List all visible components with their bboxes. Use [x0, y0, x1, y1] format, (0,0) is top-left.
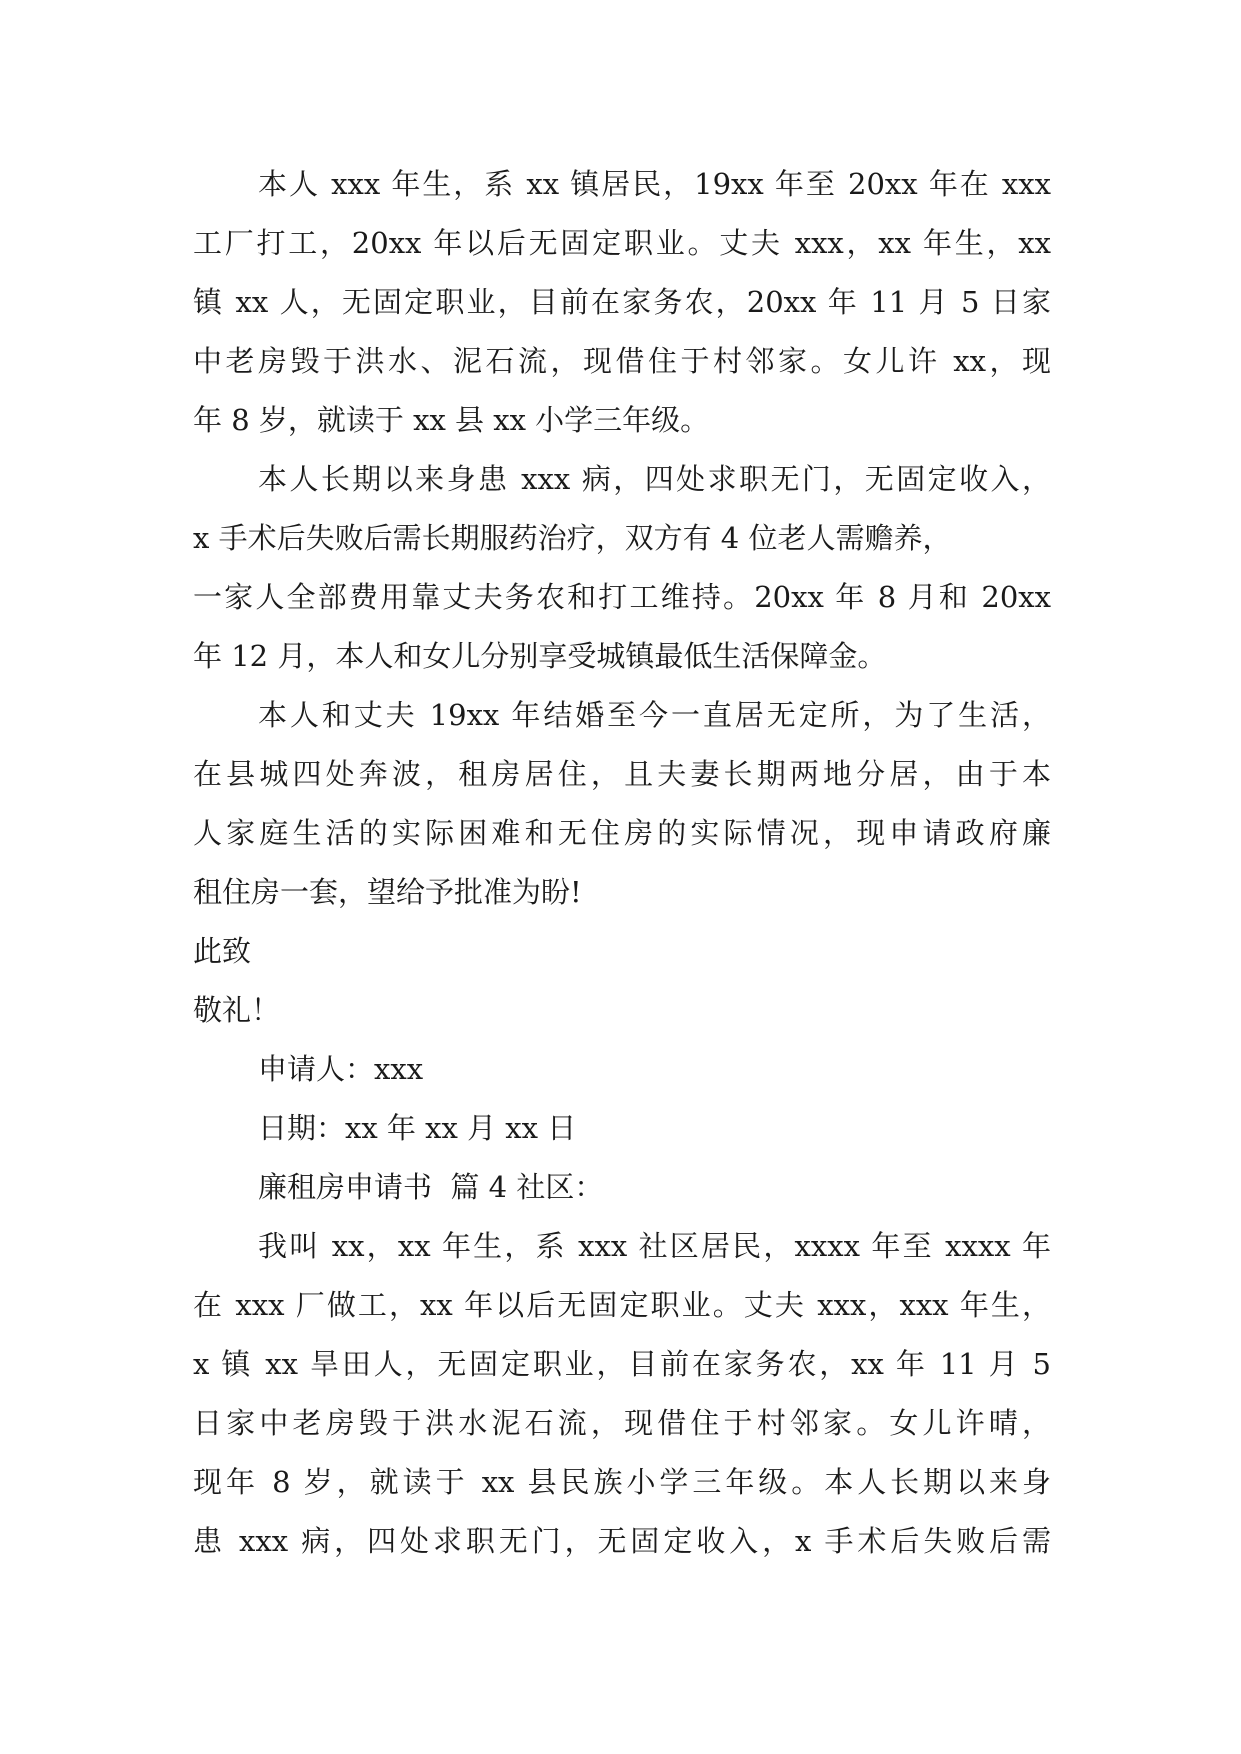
text-line: x 镇 xx 旱田人，无固定职业，目前在家务农，xx 年 11 月 5 [193, 1347, 1051, 1381]
paragraph-3 [193, 686, 1051, 922]
section-heading: 廉租房申请书 篇 4 社区： [258, 1170, 604, 1204]
paragraph-1 [193, 155, 1051, 450]
text-line: 患 xxx 病，四处求职无门，无固定收入，x 手术后失败后需 [193, 1524, 1051, 1558]
text-line: 现年 8 岁，就读于 xx 县民族小学三年级。本人长期以来身 [193, 1465, 1051, 1499]
closing [193, 922, 1051, 1040]
text-line: 租住房一套，望给予批准为盼! [193, 875, 582, 909]
text-line: 一家人全部费用靠丈夫务农和打工维持。20xx 年 8 月和 20xx [193, 580, 1051, 614]
text-line: 年 12 月，本人和女儿分别享受城镇最低生活保障金。 [193, 639, 887, 673]
text-line: 年 8 岁，就读于 xx 县 xx 小学三年级。 [193, 403, 710, 437]
text-line: 本人 xxx 年生，系 xx 镇居民，19xx 年至 20xx 年在 xxx [258, 167, 1051, 201]
applicant-line: 申请人：xxx [258, 1052, 424, 1086]
text-line: x 手术后失败后需长期服药治疗，双方有 4 位老人需赡养， [193, 521, 952, 555]
text-line: 日家中老房毁于洪水泥石流，现借住于村邻家。女儿许晴， [193, 1406, 1051, 1440]
signature-block [193, 1040, 1051, 1158]
closing-line: 敬礼！ [193, 993, 281, 1027]
text-line: 在 xxx 厂做工，xx 年以后无固定职业。丈夫 xxx，xxx 年生， [193, 1288, 1051, 1322]
document-body [193, 155, 1051, 1571]
text-line: 本人长期以来身患 xxx 病，四处求职无门，无固定收入， [258, 462, 1051, 496]
date-line: 日期：xx 年 xx 月 xx 日 [258, 1111, 577, 1145]
paragraph-4 [193, 1217, 1051, 1571]
text-line: 我叫 xx，xx 年生，系 xxx 社区居民，xxxx 年至 xxxx 年 [258, 1229, 1051, 1263]
paragraph-2 [193, 450, 1051, 686]
closing-line: 此致 [193, 934, 252, 968]
text-line: 镇 xx 人，无固定职业，目前在家务农，20xx 年 11 月 5 日家 [193, 285, 1051, 319]
text-line: 在县城四处奔波，租房居住，且夫妻长期两地分居，由于本 [193, 757, 1051, 791]
text-line: 本人和丈夫 19xx 年结婚至今一直居无定所，为了生活， [258, 698, 1051, 732]
text-line: 人家庭生活的实际困难和无住房的实际情况，现申请政府廉 [193, 816, 1051, 850]
text-line: 中老房毁于洪水、泥石流，现借住于村邻家。女儿许 xx，现 [193, 344, 1051, 378]
text-line: 工厂打工，20xx 年以后无固定职业。丈夫 xxx，xx 年生，xx [193, 226, 1051, 260]
